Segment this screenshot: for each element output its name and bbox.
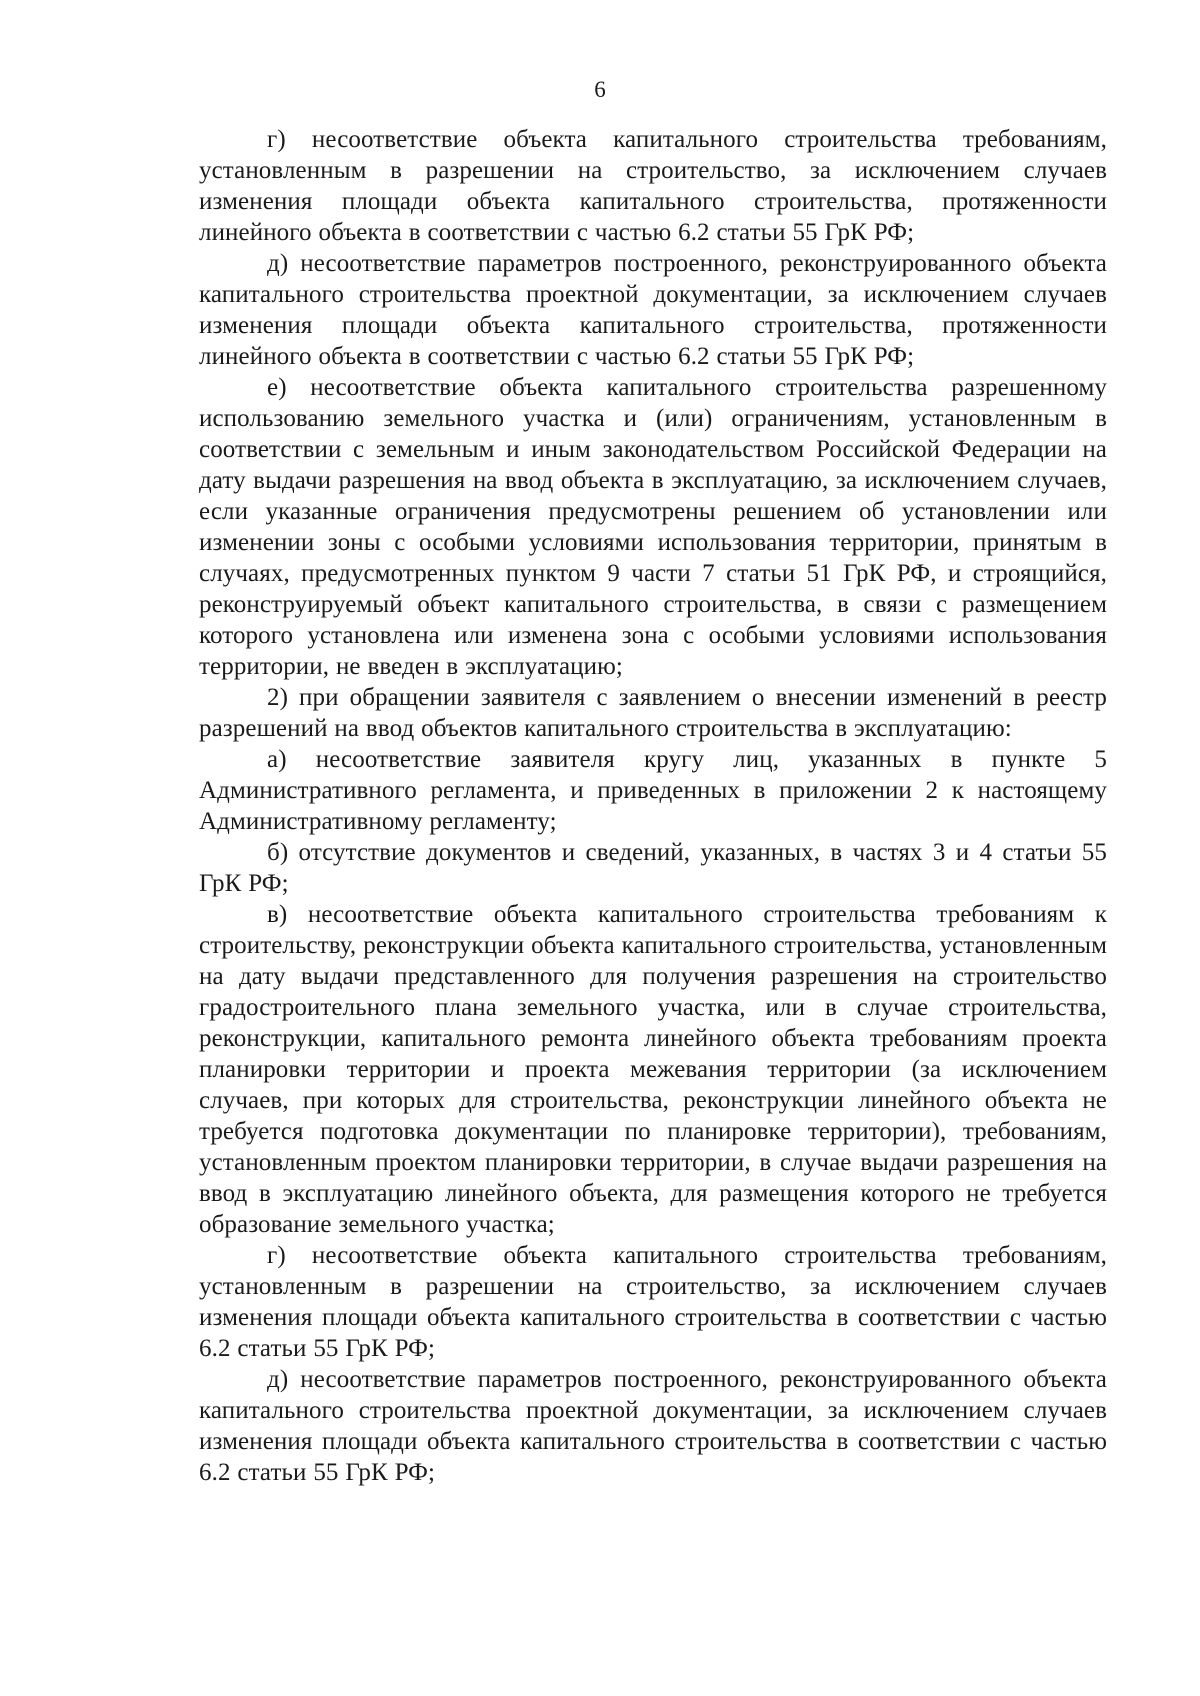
paragraph-3: е) несоответствие объекта капитального строительства разрешенному использованию земельного участка и (или) ограничениям, установленным в соответствии с земельным и иным законодательством Российской Федерации на дату выдачи разрешения на ввод объекта в эксплуатацию, за исключением случаев, если указанные ограничения предусмотрены решением об установлении или изменении зоны с особыми условиями использования территории, принятым в случаях, предусмотренных пунктом 9 части 7 статьи 51 ГрК РФ, и строящийся, реконструируемый объект капитального строительства, в связи с размещением которого установлена или изменена зона с особыми условиями использования территории, не введен в эксплуатацию; [199, 374, 1107, 680]
paragraph-5: а) несоответствие заявителя кругу лиц, указанных в пункте 5 Административного регламента, и приведенных в приложении 2 к настоящему Административному регламенту; [199, 746, 1107, 835]
paragraph-2: д) несоответствие параметров построенного, реконструированного объекта капитального строительства проектной документации, за исключением случаев изменения площади объекта капитального строительства, протяженности линейного объекта в соответствии с частью 6.2 статьи 55 ГрК РФ; [199, 250, 1107, 370]
document-body [199, 124, 1107, 1488]
paragraph-9: д) несоответствие параметров построенного, реконструированного объекта капитального строительства проектной документации, за исключением случаев изменения площади объекта капитального строительства в соответствии с частью 6.2 статьи 55 ГрК РФ; [199, 1366, 1107, 1486]
paragraph-8: г) несоответствие объекта капитального строительства требованиям, установленным в разрешении на строительство, за исключением случаев изменения площади объекта капитального строительства в соответствии с частью 6.2 статьи 55 ГрК РФ; [199, 1242, 1107, 1362]
paragraph-4: 2) при обращении заявителя с заявлением о внесении изменений в реестр разрешений на ввод объектов капитального строительства в эксплуатацию: [199, 684, 1107, 742]
page-number: 6 [594, 77, 606, 102]
paragraph-6: б) отсутствие документов и сведений, указанных, в частях 3 и 4 статьи 55 ГрК РФ; [199, 839, 1107, 897]
paragraph-7: в) несоответствие объекта капитального строительства требованиям к строительству, реконструкции объекта капитального строительства, установленным на дату выдачи представленного для получения разрешения на строительство градостроительного плана земельного участка, или в случае строительства, реконструкции, капитального ремонта линейного объекта требованиям проекта планировки территории и проекта межевания территории (за исключением случаев, при которых для строительства, реконструкции линейного объекта не требуется подготовка документации по планировке территории), требованиям, установленным проектом планировки территории, в случае выдачи разрешения на ввод в эксплуатацию линейного объекта, для размещения которого не требуется образование земельного участка; [199, 901, 1107, 1238]
paragraph-1: г) несоответствие объекта капитального строительства требованиям, установленным в разрешении на строительство, за исключением случаев изменения площади объекта капитального строительства, протяженности линейного объекта в соответствии с частью 6.2 статьи 55 ГрК РФ; [199, 126, 1107, 246]
